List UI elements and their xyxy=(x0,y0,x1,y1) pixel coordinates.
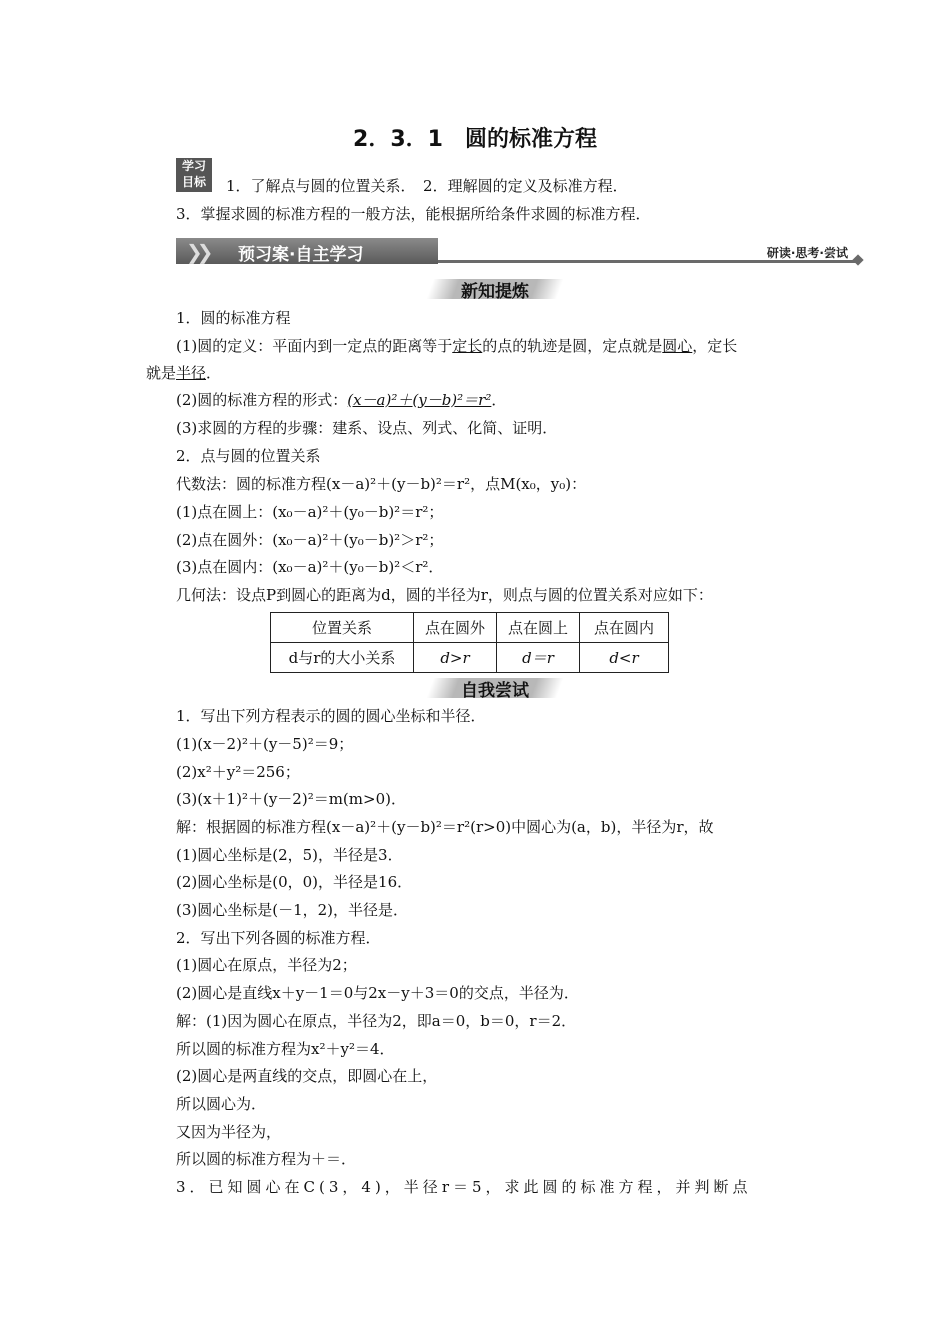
exercise-line: (1)圆心在原点，半径为2； xyxy=(176,956,357,974)
section-title: 自我尝试 xyxy=(461,681,529,701)
badge-line1: 学习 xyxy=(181,159,206,173)
banner-subtitle: 研读·思考·尝试 xyxy=(766,246,848,260)
exercise-line: (1)(x－2)²＋(y－5)²＝9； xyxy=(176,735,354,753)
exercise-line: (3)圆心坐标是(－1，2)，半径是． xyxy=(176,901,409,919)
exercise-line: 所以圆的标准方程为＋＝． xyxy=(176,1150,357,1168)
heading-position-relation: 2．点与圆的位置关系 xyxy=(176,447,321,465)
banner-tab xyxy=(176,238,438,264)
blank-answer: 半径 xyxy=(176,364,207,382)
banner-title: 预习案·自主学习 xyxy=(238,245,364,265)
exercise-line: 又因为半径为， xyxy=(176,1123,282,1141)
section-title: 新知提炼 xyxy=(461,282,529,302)
geometric-method: 几何法：设点P到圆心的距离为d，圆的半径为r，则点与圆的位置关系对应如下： xyxy=(176,586,713,604)
algebraic-method: 代数法：圆的标准方程(x－a)²＋(y－b)²＝r²，点M(x₀，y₀)： xyxy=(176,475,587,493)
chevron-icon: ❯❯ xyxy=(186,240,208,264)
exercise-line: (2)x²＋y²＝256； xyxy=(176,763,300,781)
text: (2)圆的标准方程的形式： xyxy=(176,391,348,409)
table-cell: 位置关系 xyxy=(271,613,414,643)
steps-line: (3)求圆的方程的步骤：建系、设点、列式、化简、证明． xyxy=(176,419,558,437)
exercise-line: 1．写出下列方程表示的圆的圆心坐标和半径． xyxy=(176,707,486,725)
table-cell: 点在圆内 xyxy=(580,613,669,643)
table-cell: d＝r xyxy=(497,643,580,673)
table-row xyxy=(271,613,669,643)
preview-banner xyxy=(176,238,866,268)
exercise-line: 解：(1)因为圆心在原点，半径为2，即a＝0，b＝0，r＝2． xyxy=(176,1012,577,1030)
blank-answer: 圆心 xyxy=(662,337,693,355)
table-row xyxy=(271,643,669,673)
text: ． xyxy=(491,391,507,409)
page-title: 2．3．1 圆的标准方程 xyxy=(353,127,597,152)
diamond-icon xyxy=(852,254,863,265)
point-outside-circle: (2)点在圆外：(x₀－a)²＋(y₀－b)²＞r²； xyxy=(176,531,444,549)
form-line xyxy=(176,390,506,410)
exercise-line: 2．写出下列各圆的标准方程． xyxy=(176,929,381,947)
exercise-line: 所以圆的标准方程为x²＋y²＝4． xyxy=(176,1040,395,1058)
heading-standard-equation: 1．圆的标准方程 xyxy=(176,309,291,327)
section-header-self-test xyxy=(430,674,560,700)
relation-table xyxy=(270,612,669,673)
table-cell: d<r xyxy=(580,643,669,673)
table-cell: 点在圆上 xyxy=(497,613,580,643)
exercise-line: (2)圆心是直线x＋y－1＝0与2x－y＋3＝0的交点，半径为． xyxy=(176,984,579,1002)
text: 就是 xyxy=(146,364,177,382)
learning-goal-badge xyxy=(176,158,212,192)
objective-line-2: 3．掌握求圆的标准方程的一般方法，能根据所给条件求圆的标准方程． xyxy=(176,205,651,223)
exercise-line: 所以圆心为． xyxy=(176,1095,267,1113)
point-inside-circle: (3)点在圆内：(x₀－a)²＋(y₀－b)²＜r²． xyxy=(176,558,444,576)
table-cell: d>r xyxy=(414,643,497,673)
blank-answer: (x－a)²＋(y－b)²＝r² xyxy=(347,391,492,409)
table-cell: d与r的大小关系 xyxy=(271,643,414,673)
section-header-new-knowledge xyxy=(430,275,560,301)
definition-line-cont xyxy=(146,363,221,383)
exercise-line: (2)圆心是两直线的交点，即圆心在上， xyxy=(176,1067,438,1085)
definition-line xyxy=(176,336,737,356)
blank-answer: 定长 xyxy=(452,337,483,355)
table-cell: 点在圆外 xyxy=(414,613,497,643)
exercise-line: (1)圆心坐标是(2，5)，半径是3． xyxy=(176,846,403,864)
text: ． xyxy=(206,364,222,382)
exercise-line: 3．已知圆心在C(3，4)，半径r＝5，求此圆的标准方程，并判断点 xyxy=(176,1178,752,1196)
point-on-circle: (1)点在圆上：(x₀－a)²＋(y₀－b)²＝r²； xyxy=(176,503,444,521)
text: 的点的轨迹是圆，定点就是 xyxy=(482,337,663,355)
exercise-line: (3)(x＋1)²＋(y－2)²＝m(m>0)． xyxy=(176,790,406,808)
exercise-line: 解：根据圆的标准方程(x－a)²＋(y－b)²＝r²(r>0)中圆心为(a，b)，半径为r，故 xyxy=(176,818,714,836)
exercise-line: (2)圆心坐标是(0，0)，半径是16． xyxy=(176,873,413,891)
badge-line2: 目标 xyxy=(181,175,206,189)
text: ，定长 xyxy=(692,337,738,355)
text: (1)圆的定义：平面内到一定点的距离等于 xyxy=(176,337,453,355)
objective-line-1: 1．了解点与圆的位置关系． 2．理解圆的定义及标准方程． xyxy=(226,177,628,195)
